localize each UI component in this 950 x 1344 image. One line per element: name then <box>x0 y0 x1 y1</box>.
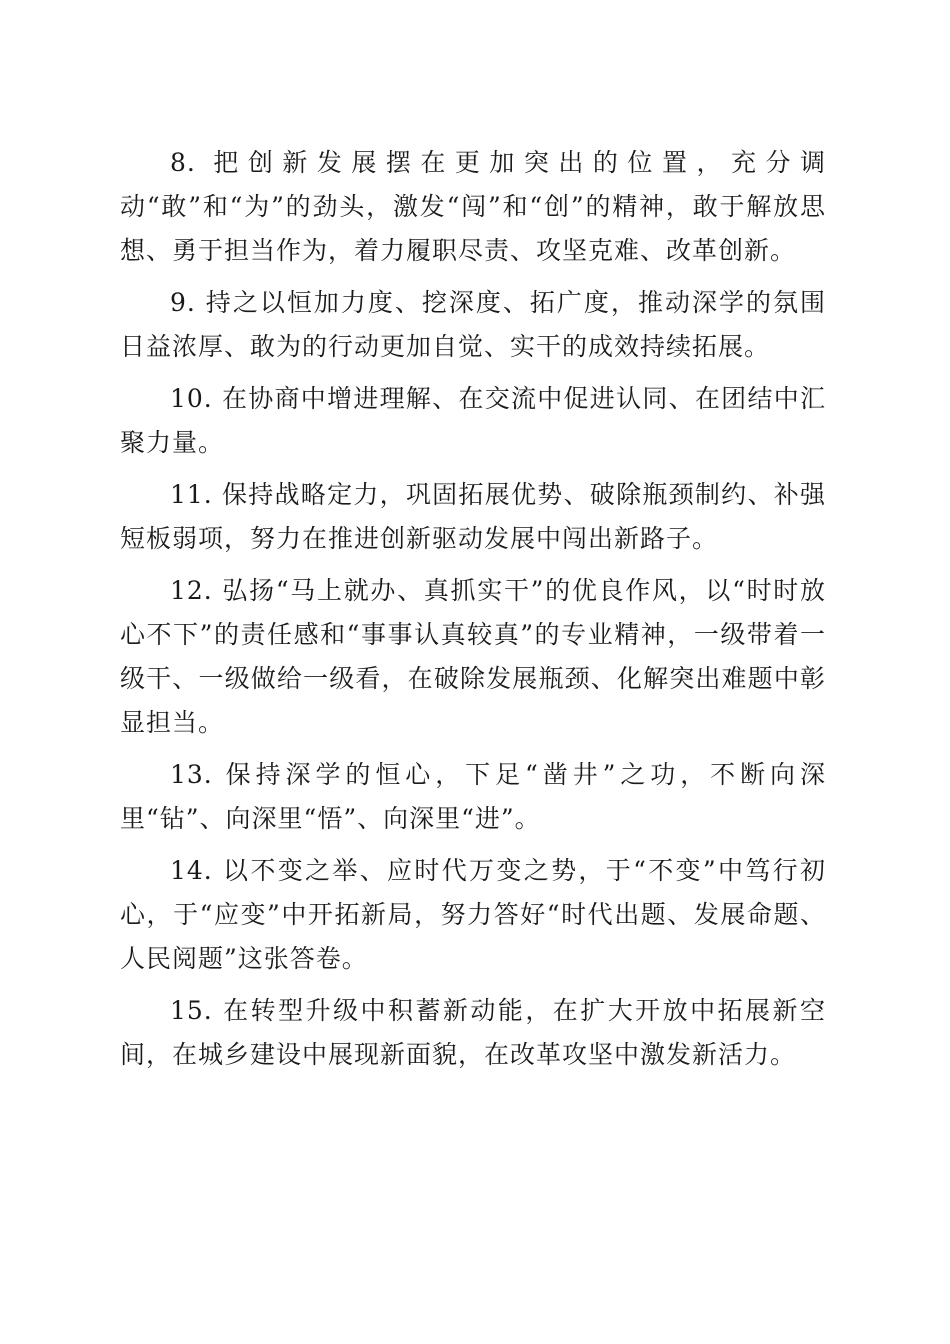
document-body <box>120 141 826 1085</box>
list-item-10: 10. 在协商中增进理解、在交流中促进认同、在团结中汇聚力量。 <box>120 384 826 457</box>
list-item-9: 9. 持之以恒加力度、挖深度、拓广度，推动深学的氛围日益浓厚、敢为的行动更加自觉、实干的成效持续拓展。 <box>120 288 826 361</box>
list-item-15: 15. 在转型升级中积蓄新动能，在扩大开放中拓展新空间，在城乡建设中展现新面貌，在改革攻坚中激发新活力。 <box>120 996 826 1069</box>
list-item-14: 14. 以不变之举、应时代万变之势，于“不变”中笃行初心，于“应变”中开拓新局，努力答好“时代出题、发展命题、人民阅题”这张答卷。 <box>120 856 826 973</box>
list-item-11: 11. 保持战略定力，巩固拓展优势、破除瓶颈制约、补强短板弱项，努力在推进创新驱动发展中闯出新路子。 <box>120 480 826 553</box>
list-item-13: 13. 保持深学的恒心，下足“凿井”之功，不断向深里“钻”、向深里“悟”、向深里“进”。 <box>120 760 826 833</box>
list-item-12: 12. 弘扬“马上就办、真抓实干”的优良作风，以“时时放心不下”的责任感和“事事认真较真”的专业精神，一级带着一级干、一级做给一级看，在破除发展瓶颈、化解突出难题中彰显担当。 <box>120 576 826 737</box>
list-item-8: 8. 把创新发展摆在更加突出的位置，充分调动“敢”和“为”的劲头，激发“闯”和“创”的精神，敢于解放思想、勇于担当作为，着力履职尽责、攻坚克难、改革创新。 <box>120 148 826 265</box>
